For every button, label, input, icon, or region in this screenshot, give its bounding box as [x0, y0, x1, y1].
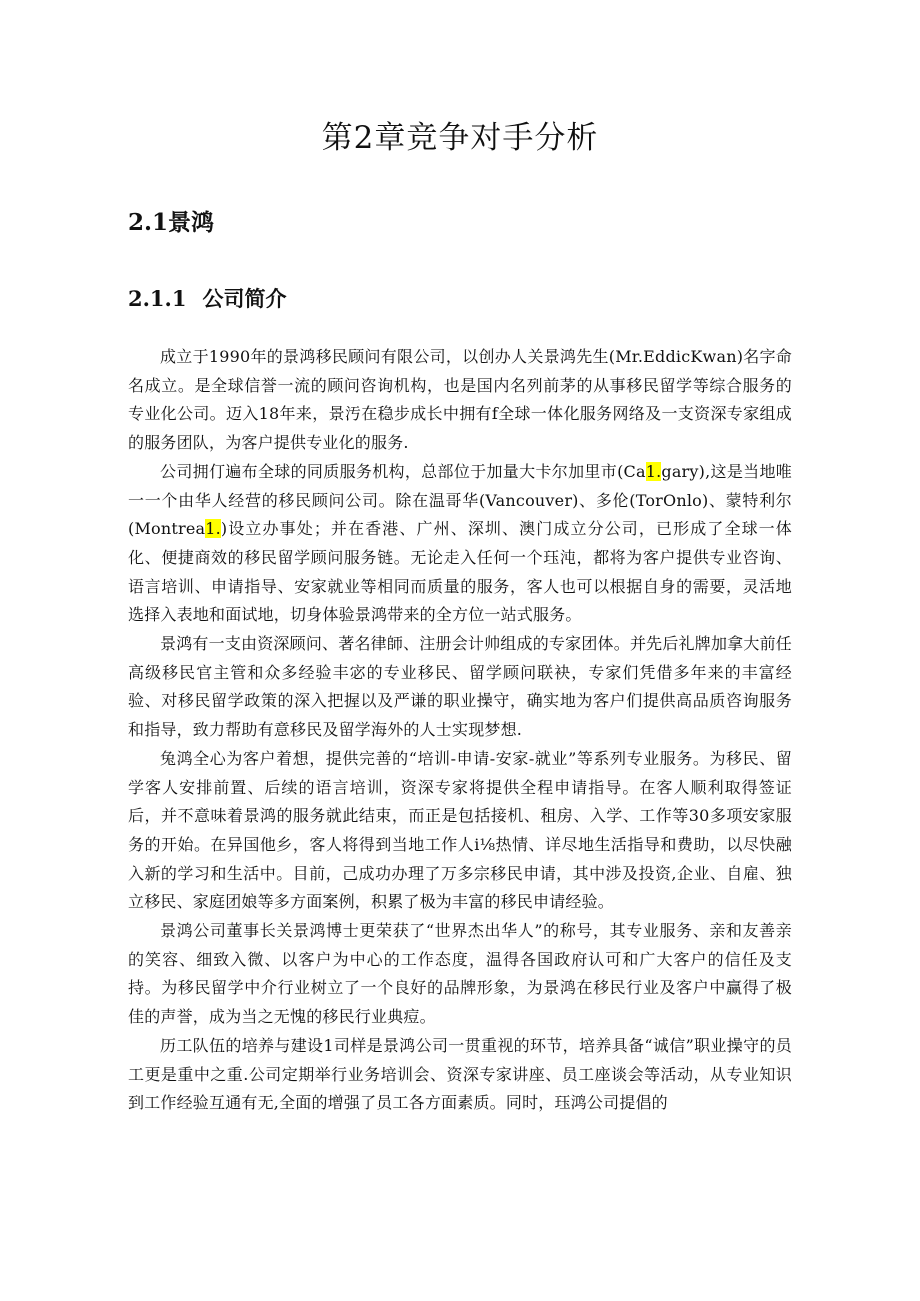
highlighted-text: 1.	[645, 461, 662, 481]
paragraph	[128, 458, 792, 630]
paragraph-text: 公司拥仃遍布全球的同质服务机构，总部位于加量大卡尔加里市(Ca	[160, 461, 646, 481]
chapter-title: 第2章竞争对手分析	[321, 120, 599, 156]
body-text	[128, 343, 792, 1118]
paragraph	[128, 630, 792, 745]
highlighted-text: 1.	[205, 519, 221, 539]
section-title: 景鸿	[168, 209, 215, 236]
paragraph-text: 成立于1990年的景鸿移民顾问有限公司，以创办人关景鸿先生(Mr.EddicKwan)名字命名成立。是全球信誉一流的顾问咨询机构，也是国内名列前茅的从事移民留学等综合服务的专业化公司。迈入18年来，景汚在稳步成长中拥有f全球一体化服务网络及一支资深专家组成的服务团队，为客户提供专业化的服务.	[128, 347, 792, 453]
paragraph-text: )设立办事处；并在香港、广州、深圳、澳门成立分公司，已形成了全球一体化、便捷商效的移民留学顾问服务链。无论走入任何一个珏沌，都将为客户提供专业咨询、语言培训、申请指导、安家就业等相同而质量的服务，客人也可以根据自身的需要，灵活地选择入表地和面试地，切身体验景鸿带来的全方位一站式服务。	[128, 519, 792, 625]
paragraph	[128, 1032, 792, 1118]
section-number: 2.1	[128, 209, 169, 236]
paragraph-text: 历工队伍的培养与建设1司样是景鸿公司一贯重视的环节，培养具备“诚信”职业操守的员工更是重中之重.公司定期举行业务培训会、资深专家讲座、员工座谈会等活动，从专业知识到工作经验互通有无,全面的增强了员工各方面素质。同时，珏鸿公司提倡的	[128, 1035, 792, 1113]
subsection-heading	[128, 283, 286, 313]
subsection-number: 2.1.1	[128, 286, 187, 311]
paragraph-text: 景鸿有一支由资深顾问、著名律師、注册会计帅组成的专家团体。并先后礼牌加拿大前任高级移民官主管和众多经验丰宓的专业移民、留学顾问联袂，专家们凭借多年来的丰富经验、对移民留学政策的深入把握以及严谦的职业操守，确实地为客户们提供高品质咨询服务和指导，致力帮助有意移民及留学海外的人士实现梦想.	[128, 634, 792, 740]
paragraph	[128, 745, 792, 917]
paragraph	[128, 343, 792, 458]
subsection-title: 公司简介	[202, 286, 287, 311]
paragraph-text: 景鸿公司董事长关景鸿博士更荣获了“世界杰出华人”的称号，其专业服务、亲和友善亲的笑容、细致入微、以客户为中心的工作态度，温得各国政府认可和广大客户的信任及支持。为移民留学中介行业树立了一个良好的品牌形象，为景鸿在移民行业及客户中赢得了极佳的声誉，成为当之无愧的移民行业典痘。	[128, 921, 792, 1027]
paragraph-text: 兔鸿全心为客户着想，提供完善的“培训-申请-安家-就业”等系列专业服务。为移民、留学客人安排前置、后续的语言培训，资深专家将提供全程申请指导。在客人顺利取得签证后，并不意味着景鸿的服务就此结束，而正是包括接机、租房、入学、工作等30多项安家服务的开始。在异国他乡，客人将得到当地工作人i⅛热情、详尽地生活指导和费助，以尽快融入新的学习和生活中。目前，己成功办理了万多宗移民申请，其中涉及投资,企业、自雇、独立移民、家庭团娘等多方面案例，积累了极为丰富的移民申请经验。	[128, 748, 792, 912]
paragraph	[128, 917, 792, 1032]
section-heading	[128, 204, 214, 237]
paragraph-text: gary),这是当地唯一一个由华人经营的移民顾问公司。除在温哥华(Vancouver)、多伦(TorOnlo)、蒙特利尔(Montrea	[128, 461, 792, 539]
